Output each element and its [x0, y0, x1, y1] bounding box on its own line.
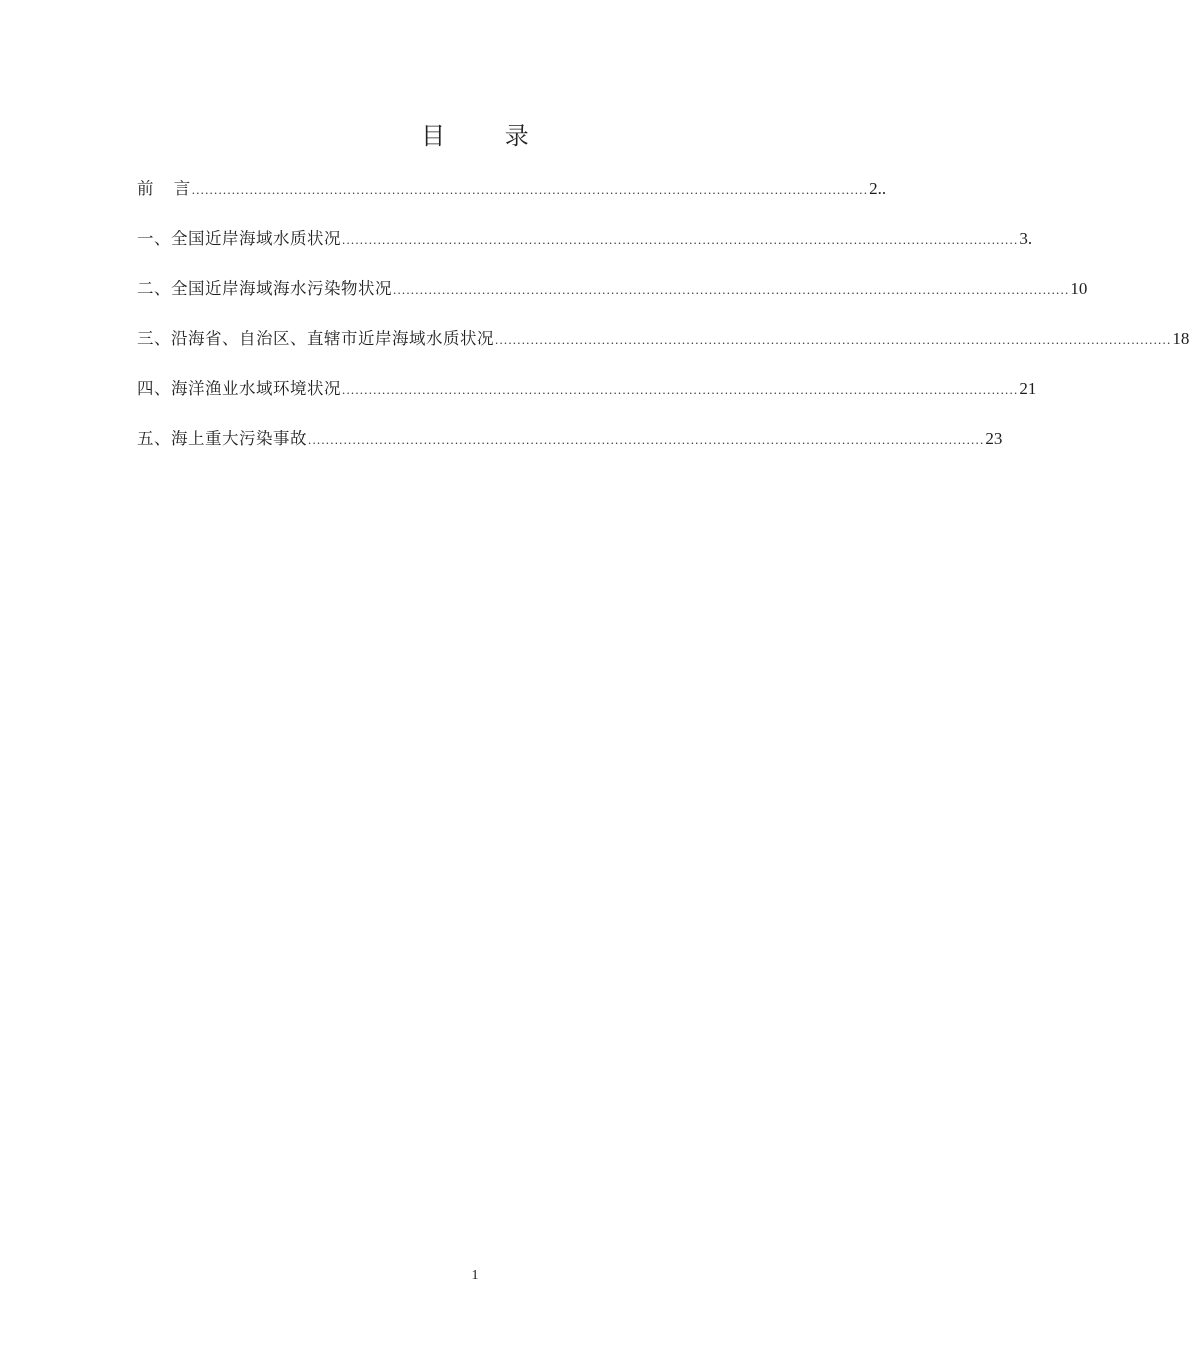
toc-entry-page: 10	[1070, 279, 1088, 298]
toc-leader-dots: ........................................................................................................................................................	[393, 282, 1070, 297]
toc-title: 目 录	[421, 122, 555, 150]
toc-entry-page: 21	[1019, 379, 1037, 398]
toc-entry-page: 23	[985, 429, 1003, 448]
toc-leader-dots: ........................................................................................................................................................	[191, 182, 869, 197]
toc-entry-section-2[interactable]	[137, 276, 1088, 326]
toc-entry-label: 五、海上重大污染事故	[137, 429, 307, 448]
toc-entry-label: 前 言	[137, 179, 191, 198]
page-number: 1	[471, 1268, 479, 1283]
toc-entry-label: 一、全国近岸海域水质状况	[137, 229, 341, 248]
toc-entry-section-1[interactable]	[137, 226, 1033, 276]
toc-entry-label: 三、沿海省、自治区、直辖市近岸海域水质状况	[137, 329, 494, 348]
toc-entry-section-5[interactable]	[137, 426, 1003, 476]
toc-entry-preface[interactable]	[137, 176, 887, 226]
toc-leader-dots: ........................................................................................................................................................	[308, 432, 985, 447]
toc-entry-section-3[interactable]	[137, 326, 1189, 376]
toc-leader-dots: ........................................................................................................................................................	[342, 382, 1019, 397]
toc-entry-label: 二、全国近岸海域海水污染物状况	[137, 279, 392, 298]
toc-entry-page: 2..	[869, 179, 887, 198]
toc-leader-dots: ........................................................................................................................................................	[495, 332, 1172, 347]
table-of-contents	[137, 176, 1189, 476]
toc-entry-page: 3.	[1019, 229, 1033, 248]
toc-entry-page: 18	[1172, 329, 1189, 348]
toc-leader-dots: ........................................................................................................................................................	[342, 232, 1019, 247]
toc-entry-section-4[interactable]	[137, 376, 1037, 426]
toc-entry-label: 四、海洋渔业水域环境状况	[137, 379, 341, 398]
